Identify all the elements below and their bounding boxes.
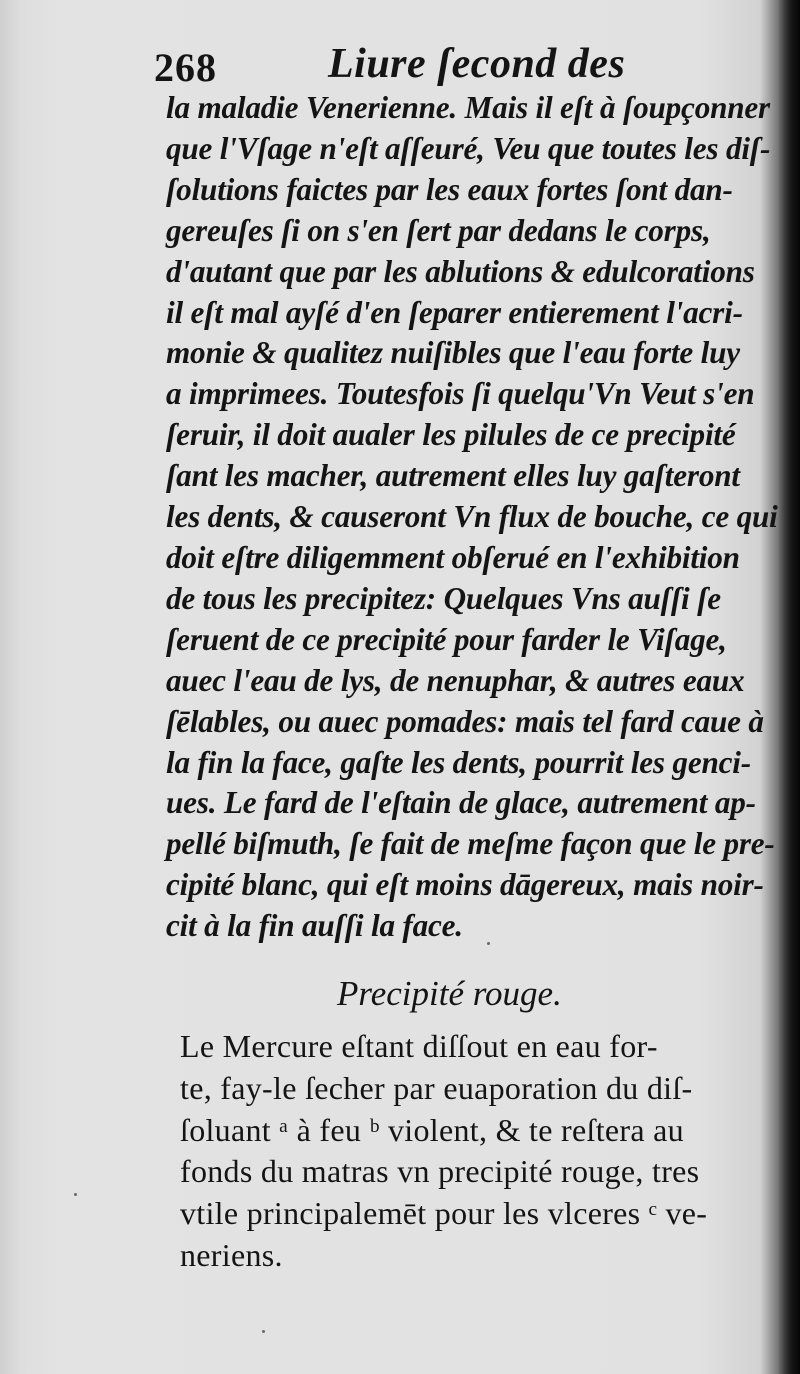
text-line: la maladie Venerienne. Mais il eſt à ſoupçonner [166,90,770,125]
text-line: de tous les precipitez: Quelques Vns auſſi ſe [166,580,721,616]
text-line: que l'Vſage n'eſt aſſeuré, Veu que toutes les diſ- [166,130,771,166]
main-text-block [166,88,778,947]
text-line: ues. Le fard de l'eſtain de glace, autrement ap- [166,785,756,821]
text-line: ſēlables, ou auec pomades: mais tel fard caue à [166,703,764,739]
text-line: te, fay-le ſecher par euaporation du diſ- [180,1069,693,1106]
text-line: auec l'eau de lys, de nenuphar, & autres eaux [166,662,745,698]
paper-speck [262,1330,265,1333]
text-line: ſeruir, il doit aualer les pilules de ce precipité [166,417,736,453]
text-line: doit eſtre diligemment obſerué en l'exhibition [166,539,740,575]
text-line: Le Mercure eſtant diſſout en eau for- [180,1028,658,1064]
text-line: ſolutions faictes par les eaux fortes ſont dan- [166,171,733,207]
binding-shadow [778,0,800,1374]
running-head [150,38,750,94]
text-line: il eſt mal ayſé d'en ſeparer entierement l'acri- [166,294,743,330]
text-line: cit à la fin auſſi la face. [166,908,463,944]
section-heading: Precipité rouge. [337,974,562,1013]
text-line: fonds du matras vn precipité rouge, tres [180,1153,700,1190]
text-line: d'autant que par les ablutions & edulcorations [166,253,755,289]
text-line: vtile principalemēt pour les vlceres ᶜ ve- [180,1195,708,1232]
text-line: neriens. [180,1236,283,1273]
text-line: ſeruent de ce precipité pour farder le Viſage, [166,621,727,657]
text-line: gereuſes ſi on s'en ſert par dedans le corps, [166,212,711,248]
text-line: la fin la face, gaſte les dents, pourrit les genci- [166,744,751,780]
text-line: pellé biſmuth, ſe fait de meſme façon que le pre- [166,826,775,862]
text-line: a imprimees. Toutesfois ſi quelqu'Vn Veut s'en [166,376,755,412]
text-line: ſoluant ᵃ à feu ᵇ violent, & te reſtera au [180,1111,684,1148]
text-line: les dents, & causeront Vn flux de bouche, ce qui [166,499,778,535]
section-text-block [180,1026,760,1277]
text-line: monie & qualitez nuiſibles que l'eau forte luy [166,335,740,371]
text-line: ſant les macher, autrement elles luy gaſteront [166,458,740,494]
running-title: Liure ſecond des [328,41,626,87]
page-number: 268 [154,45,217,90]
text-line: cipité blanc, qui eſt moins dāgereux, mais noir- [166,867,764,903]
paper-speck [74,1193,77,1196]
